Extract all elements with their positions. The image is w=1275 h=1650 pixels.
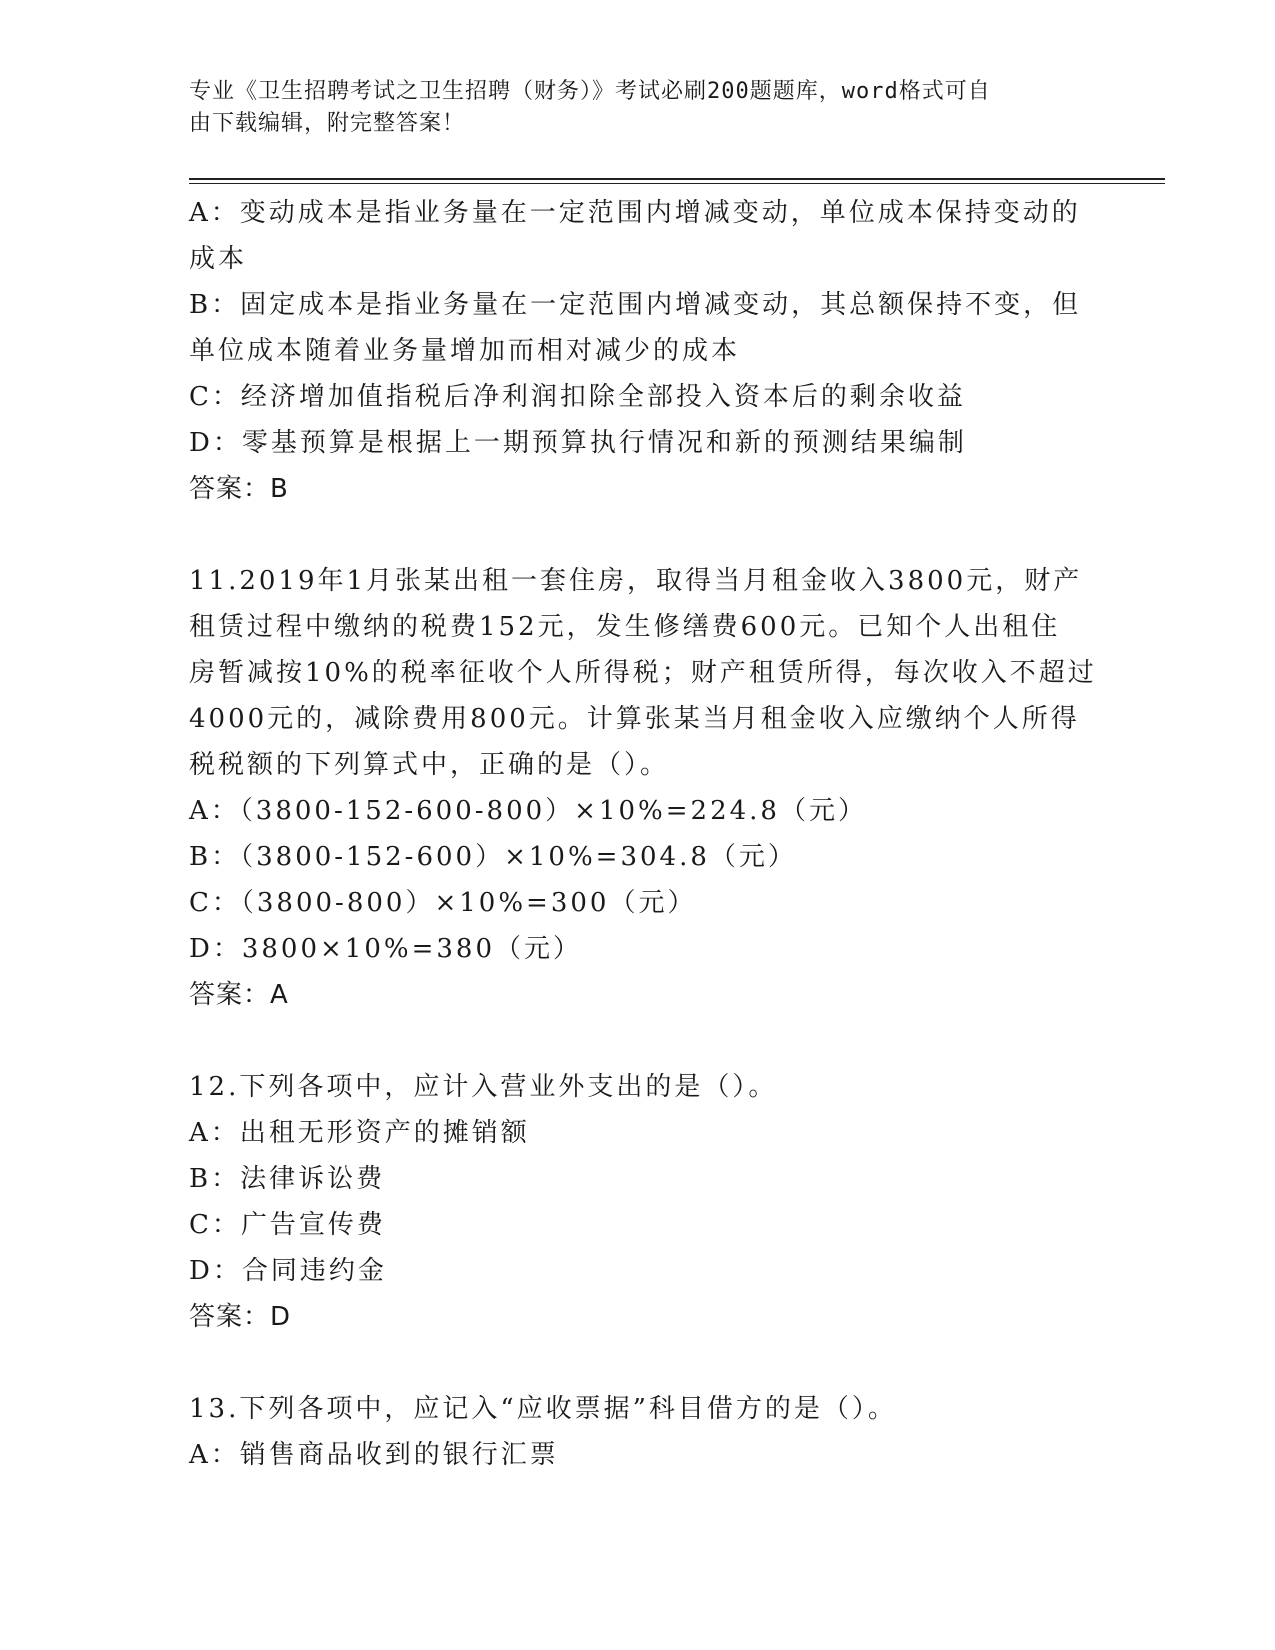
header-divider-thick <box>189 178 1165 180</box>
spacer <box>189 1340 1089 1386</box>
question-12 <box>189 1064 1089 1340</box>
question-text: 13.下列各项中，应记入“应收票据”科目借方的是（）。 <box>189 1394 897 1424</box>
header-divider-thin <box>189 183 1165 184</box>
header-title-line-2: 由下载编辑，附完整答案！ <box>189 111 466 136</box>
option-a-line-1: A：变动成本是指业务量在一定范围内增减变动，单位成本保持变动的 <box>189 198 1081 228</box>
option-b: B：（3800-152-600）×10%=304.8（元） <box>189 842 797 872</box>
answer: 答案：A <box>189 980 289 1010</box>
question-text-line-5: 税税额的下列算式中，正确的是（）。 <box>189 750 670 780</box>
header-title-line-1: 专业《卫生招聘考试之卫生招聘（财务）》考试必刷200题题库，word格式可自 <box>189 79 991 104</box>
option-b: B：法律诉讼费 <box>189 1164 386 1194</box>
option-a: A：出租无形资产的摊销额 <box>189 1118 530 1148</box>
question-11 <box>189 558 1097 1018</box>
document-header <box>189 76 1089 140</box>
spacer <box>189 1018 1089 1064</box>
option-b-line-1: B：固定成本是指业务量在一定范围内增减变动，其总额保持不变，但 <box>189 290 1082 320</box>
spacer <box>189 512 1089 558</box>
answer: 答案：D <box>189 1302 292 1332</box>
option-d: D：3800×10%=380（元） <box>189 934 582 964</box>
option-a-line-2: 成本 <box>189 244 248 274</box>
question-text-line-1: 11.2019年1月张某出租一套住房，取得当月租金收入3800元，财产 <box>189 566 1083 596</box>
question-10 <box>189 190 1089 512</box>
option-c: C：（3800-800）×10%=300（元） <box>189 888 697 918</box>
option-a: A：销售商品收到的银行汇票 <box>189 1440 559 1470</box>
question-text-line-4: 4000元的，减除费用800元。计算张某当月租金收入应缴纳个人所得 <box>189 704 1080 734</box>
option-d: D：合同违约金 <box>189 1256 387 1286</box>
option-c: C：经济增加值指税后净利润扣除全部投入资本后的剩余收益 <box>189 382 966 412</box>
question-text-line-2: 租赁过程中缴纳的税费152元，发生修缮费600元。已知个人出租住 <box>189 612 1061 642</box>
question-list <box>189 190 1097 1478</box>
option-c: C：广告宣传费 <box>189 1210 386 1240</box>
option-b-line-2: 单位成本随着业务量增加而相对减少的成本 <box>189 336 741 366</box>
question-text-line-3: 房暂减按10%的税率征收个人所得税；财产租赁所得，每次收入不超过 <box>189 658 1097 688</box>
option-d: D：零基预算是根据上一期预算执行情况和新的预测结果编制 <box>189 428 967 458</box>
question-13 <box>189 1386 1089 1478</box>
question-text: 12.下列各项中，应计入营业外支出的是（）。 <box>189 1072 778 1102</box>
answer: 答案：B <box>189 474 289 504</box>
option-a: A：（3800-152-600-800）×10%=224.8（元） <box>189 796 867 826</box>
